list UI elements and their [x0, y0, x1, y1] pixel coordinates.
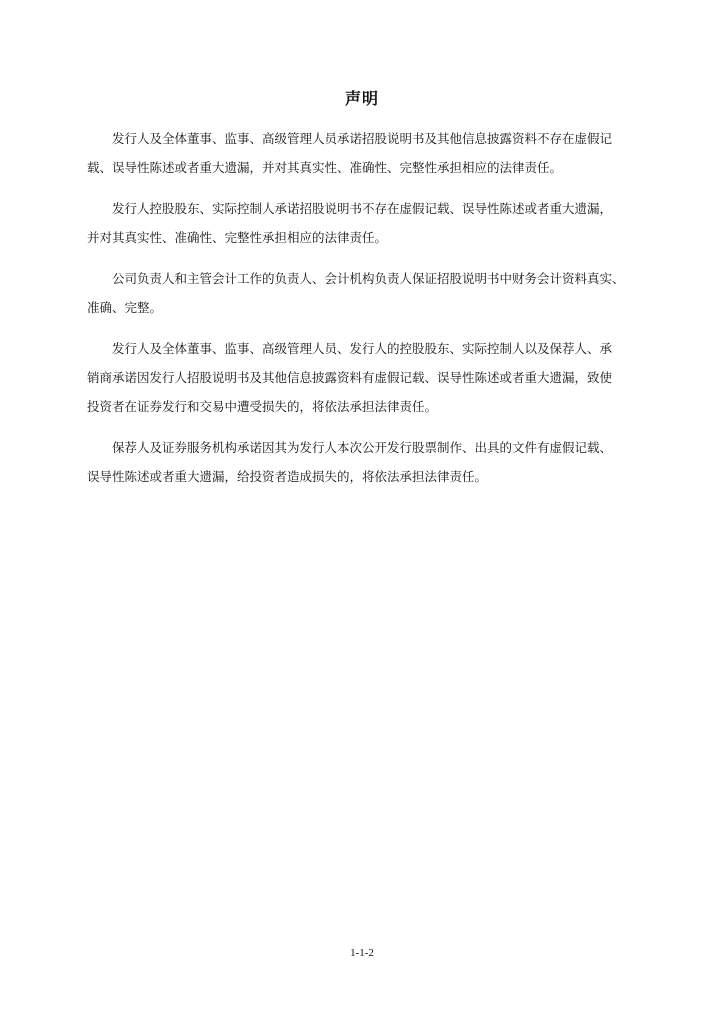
paragraph-financial-officers-guarantee — [87, 264, 647, 322]
paragraph-line: 发行人及全体董事、监事、高级管理人员、发行人的控股股东、实际控制人以及保荐人、承 — [112, 341, 613, 356]
paragraph-sponsor-commitment — [87, 433, 647, 491]
paragraph-line: 保荐人及证券服务机构承诺因其为发行人本次公开发行股票制作、出具的文件有虚假记载、 — [112, 440, 613, 455]
paragraph-liability-commitment — [87, 334, 647, 421]
paragraph-line: 投资者在证券发行和交易中遭受损失的，将依法承担法律责任。 — [87, 399, 438, 414]
paragraph-line: 发行人及全体董事、监事、高级管理人员承诺招股说明书及其他信息披露资料不存在虚假记 — [112, 131, 613, 146]
paragraph-line: 公司负责人和主管会计工作的负责人、会计机构负责人保证招股说明书中财务会计资料真实、 — [112, 271, 625, 286]
paragraph-directors-commitment — [87, 124, 647, 182]
paragraph-line: 准确、完整。 — [87, 300, 163, 315]
paragraph-line: 并对其真实性、准确性、完整性承担相应的法律责任。 — [87, 230, 388, 245]
paragraph-line: 销商承诺因发行人招股说明书及其他信息披露资料有虚假记载、误导性陈述或者重大遗漏，致使 — [87, 370, 613, 385]
paragraph-line: 发行人控股股东、实际控制人承诺招股说明书不存在虚假记载、误导性陈述或者重大遗漏， — [112, 201, 613, 216]
paragraph-line: 载、误导性陈述或者重大遗漏，并对其真实性、准确性、完整性承担相应的法律责任。 — [87, 160, 563, 175]
page-title: 声明 — [344, 89, 379, 108]
declaration-body — [87, 124, 647, 503]
paragraph-line: 误导性陈述或者重大遗漏，给投资者造成损失的，将依法承担法律责任。 — [87, 469, 488, 484]
page-number: 1-1-2 — [350, 947, 374, 959]
paragraph-controlling-shareholder-commitment — [87, 194, 647, 252]
